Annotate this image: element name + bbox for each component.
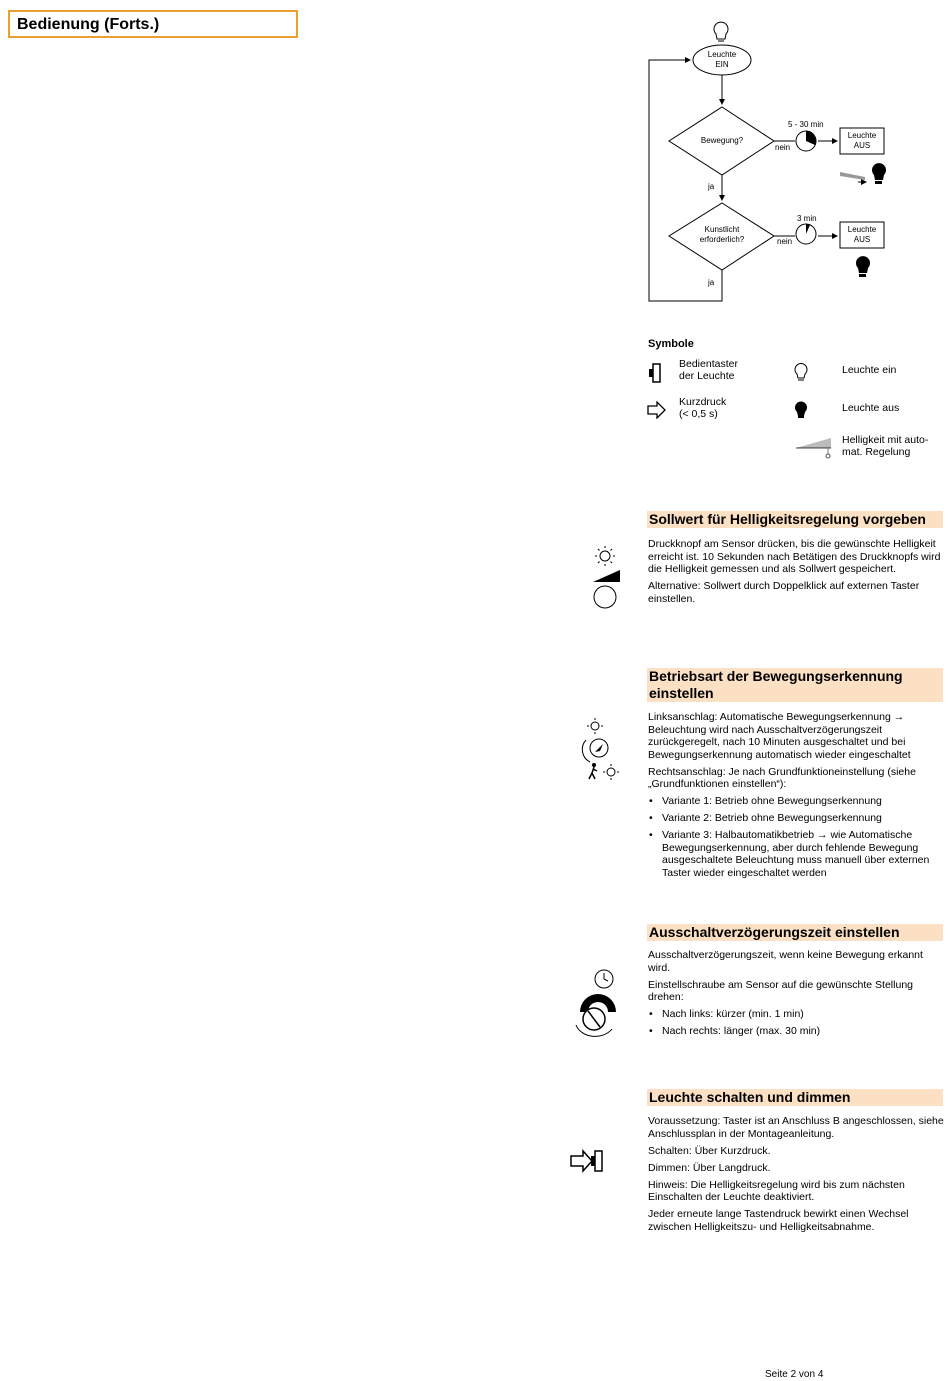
page-title: Bedienung (Forts.) — [8, 10, 298, 38]
symbol-label: Leuchte ein — [842, 364, 897, 376]
brightness-ramp-icon — [593, 570, 620, 582]
list-item: • Variante 3: Halbautomatikbetrieb → wie Automatische Bewegungserkennung, aber durch fehlende Bewegung ausgeschaltete Beleuchtung muss manuell über externen Taster wieder eingeschaltet werden — [648, 829, 944, 879]
short-press-arrow-icon — [647, 401, 667, 419]
section-heading: Sollwert für Helligkeitsregelung vorgeben — [647, 511, 943, 528]
paragraph: Voraussetzung: Taster ist an Anschluss B angeschlossen, siehe Anschlussplan in der Montageanleitung. — [648, 1115, 944, 1140]
brightness-ramp-icon — [795, 434, 835, 460]
sun-icon — [595, 546, 615, 566]
push-button-icon — [591, 1151, 602, 1171]
motion-mode-icons — [578, 714, 626, 786]
flow-label-no: nein — [777, 237, 793, 246]
brightness-ramp-icon — [840, 172, 866, 182]
bulb-off-icon — [856, 256, 870, 277]
clock-icon — [595, 970, 613, 988]
symbol-label: Kurzdruck (< 0,5 s) — [679, 396, 727, 420]
push-button-icon — [645, 362, 665, 384]
list-item: • Variante 1: Betrieb ohne Bewegungserkennung — [648, 795, 944, 808]
symbols-heading: Symbole — [648, 338, 694, 350]
paragraph: Ausschaltverzögerungszeit, wenn keine Bewegung erkannt wird. — [648, 949, 923, 974]
section-body — [648, 538, 944, 610]
symbol-label: Helligkeit mit auto- mat. Regelung — [842, 434, 929, 458]
flow-end-node: Leuchte AUS — [847, 225, 877, 244]
page-number: Seite 2 von 4 — [765, 1369, 824, 1380]
flow-decision-artificial-light: Kunstlicht erforderlich? — [699, 225, 745, 244]
sun-icon — [587, 718, 603, 734]
knob-icon — [594, 586, 616, 608]
flow-label-yes: ja — [708, 182, 715, 191]
flow-label-delay: 3 min — [797, 214, 817, 223]
section-heading: Betriebsart der Bewegungserkennung einstellen — [647, 668, 943, 702]
short-press-arrow-icon — [571, 1151, 592, 1171]
section-body — [648, 1115, 944, 1238]
rotary-knob-icon — [582, 739, 608, 762]
paragraph: Linksanschlag: Automatische Bewegungserkennung → Beleuchtung wird nach Ausschaltverzögerungszeit zurückgeregelt, nach 10 Minuten ausgeschaltet und bei Bewegungserkennung automatisch wieder eingeschaltet — [648, 711, 911, 761]
paragraph: Druckknopf am Sensor drücken, bis die gewünschte Helligkeit erreicht ist. 10 Sekunden nach Betätigen des Druckknopfs wird die Helligkeit gemessen und als Sollwert gespeichert. — [648, 538, 941, 575]
setpoint-icons — [588, 544, 624, 612]
timer-icon — [796, 131, 816, 151]
bulb-on-icon — [793, 362, 809, 382]
delay-setting-icons — [572, 967, 622, 1039]
symbol-label: Leuchte aus — [842, 402, 900, 414]
symbol-label: Bedientaster der Leuchte — [679, 358, 738, 382]
flow-label-no: nein — [775, 143, 791, 152]
section-body — [648, 711, 944, 884]
section-heading: Leuchte schalten und dimmen — [647, 1089, 943, 1106]
flow-label-delay: 5 - 30 min — [788, 120, 824, 129]
flow-end-node: Leuchte AUS — [847, 131, 877, 150]
flowchart-lines — [640, 12, 900, 307]
flow-label-yes: ja — [708, 278, 715, 287]
flowchart — [640, 12, 900, 307]
bulb-off-icon — [872, 163, 886, 184]
section-heading: Ausschaltverzögerungszeit einstellen — [647, 924, 943, 941]
bulb-off-icon — [793, 401, 809, 419]
list-item: • Variante 2: Betrieb ohne Bewegungserkennung — [648, 812, 944, 825]
flow-start-node: Leuchte EIN — [707, 50, 737, 69]
paragraph: Alternative: Sollwert durch Doppelklick auf externen Taster einstellen. — [648, 580, 920, 605]
flow-decision-motion: Bewegung? — [700, 136, 744, 145]
person-walking-icon — [589, 763, 597, 779]
switch-dim-icons — [569, 1148, 605, 1174]
sun-icon — [603, 764, 619, 780]
paragraph: Rechtsanschlag: Je nach Grundfunktioneinstellung (siehe „Grundfunktionen einstellen“): — [648, 765, 916, 790]
section-body — [648, 949, 944, 1042]
adjust-screw-icon — [576, 994, 616, 1036]
list-item: • Nach rechts: länger (max. 30 min) — [648, 1025, 944, 1038]
paragraph: Jeder erneute lange Tastendruck bewirkt einen Wechsel zwischen Helligkeitszu- und Helligkeitsabnahme. — [648, 1208, 909, 1233]
paragraph: Dimmen: Über Langdruck. — [648, 1161, 771, 1174]
paragraph: Einstellschraube am Sensor auf die gewünschte Stellung drehen: — [648, 978, 913, 1003]
paragraph: Hinweis: Die Helligkeitsregelung wird bis zum nächsten Einschalten der Leuchte deaktiviert. — [648, 1178, 905, 1203]
timer-icon — [796, 224, 816, 244]
bulb-on-icon — [714, 22, 728, 41]
list-item: • Nach links: kürzer (min. 1 min) — [648, 1008, 944, 1021]
paragraph: Schalten: Über Kurzdruck. — [648, 1144, 771, 1157]
